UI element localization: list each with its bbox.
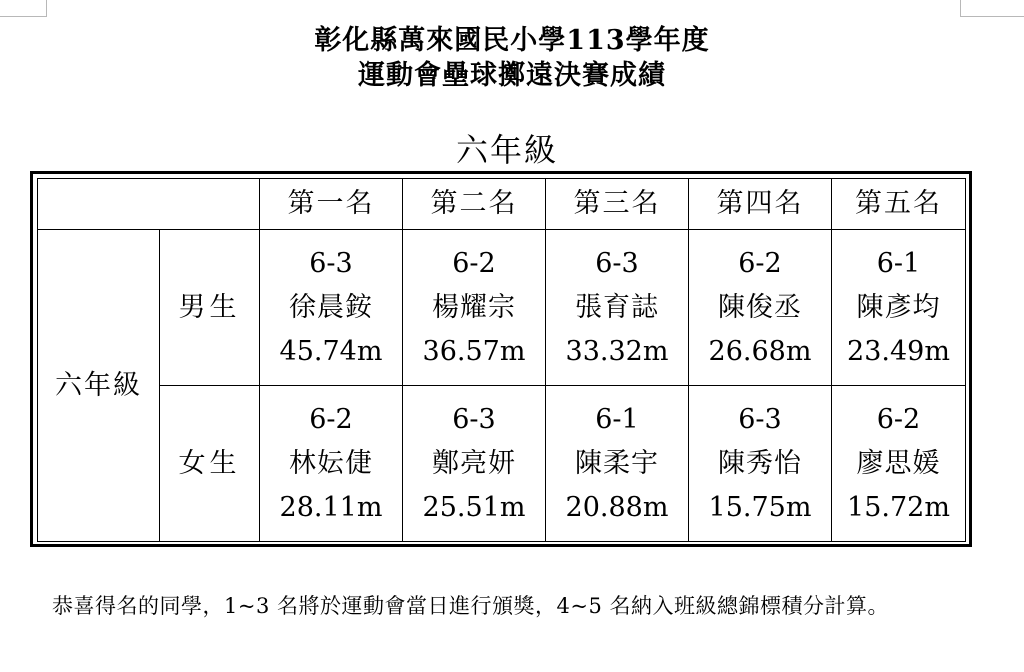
result-cell [260, 230, 403, 386]
result-class: 6-2 [452, 247, 496, 279]
result-cell [403, 230, 546, 386]
result-distance: 25.51m [422, 491, 526, 523]
result-name: 陳俊丞 [718, 291, 802, 323]
corner-cell [38, 179, 260, 230]
result-cell [689, 230, 832, 386]
result-name: 張育誌 [575, 291, 659, 323]
result-cell [832, 230, 966, 386]
header-row [38, 179, 966, 230]
result-distance: 45.74m [279, 335, 383, 367]
crop-mark-top-right [960, 0, 1024, 17]
rank-header-3: 第三名 [546, 179, 689, 230]
result-name: 陳秀怡 [718, 447, 802, 479]
result-distance: 28.11m [279, 491, 383, 523]
crop-mark-top-left [0, 0, 47, 17]
result-class: 6-1 [595, 403, 639, 435]
result-cell [403, 386, 546, 542]
result-distance: 26.68m [708, 335, 812, 367]
result-name: 鄭亮妍 [432, 447, 516, 479]
results-table [37, 178, 966, 542]
rank-header-2: 第二名 [403, 179, 546, 230]
result-name: 徐晨銨 [289, 291, 373, 323]
result-class: 6-1 [876, 247, 921, 279]
rank-header-1: 第一名 [260, 179, 403, 230]
result-name: 廖思媛 [856, 447, 941, 479]
document-title: 彰化縣萬來國民小學113學年度 [314, 25, 710, 56]
rank-header-4: 第四名 [689, 179, 832, 230]
result-distance: 33.32m [565, 335, 669, 367]
result-class: 6-3 [452, 403, 496, 435]
document-subtitle: 運動會壘球擲遠決賽成績 [358, 60, 666, 91]
result-name: 陳柔宇 [575, 447, 659, 479]
result-distance: 36.57m [422, 335, 526, 367]
result-class: 6-3 [595, 247, 639, 279]
result-name: 陳彥均 [856, 291, 941, 323]
result-class: 6-2 [309, 403, 353, 435]
result-distance: 23.49m [847, 335, 950, 367]
grade-label-cell: 六年級 [38, 230, 160, 542]
result-cell [260, 386, 403, 542]
grade-heading: 六年級 [455, 131, 558, 169]
gender-label-female: 女生 [160, 386, 260, 542]
result-distance: 15.72m [847, 491, 950, 523]
gender-label-male: 男生 [160, 230, 260, 386]
result-cell [546, 230, 689, 386]
result-class: 6-3 [309, 247, 353, 279]
rank-header-5: 第五名 [832, 179, 966, 230]
table-row [38, 386, 966, 542]
result-class: 6-2 [738, 247, 782, 279]
result-name: 林妘倢 [289, 447, 373, 479]
congratulations-note: 恭喜得名的同學，1~3 名將於運動會當日進行頒獎，4~5 名納入班級總錦標積分計算。 [52, 594, 889, 618]
result-name: 楊耀宗 [432, 291, 516, 323]
result-cell [832, 386, 966, 542]
result-distance: 15.75m [708, 491, 812, 523]
result-class: 6-3 [738, 403, 782, 435]
results-table-frame [30, 171, 972, 547]
table-row [38, 230, 966, 386]
result-cell [546, 386, 689, 542]
result-class: 6-2 [876, 403, 921, 435]
result-distance: 20.88m [565, 491, 669, 523]
result-cell [689, 386, 832, 542]
